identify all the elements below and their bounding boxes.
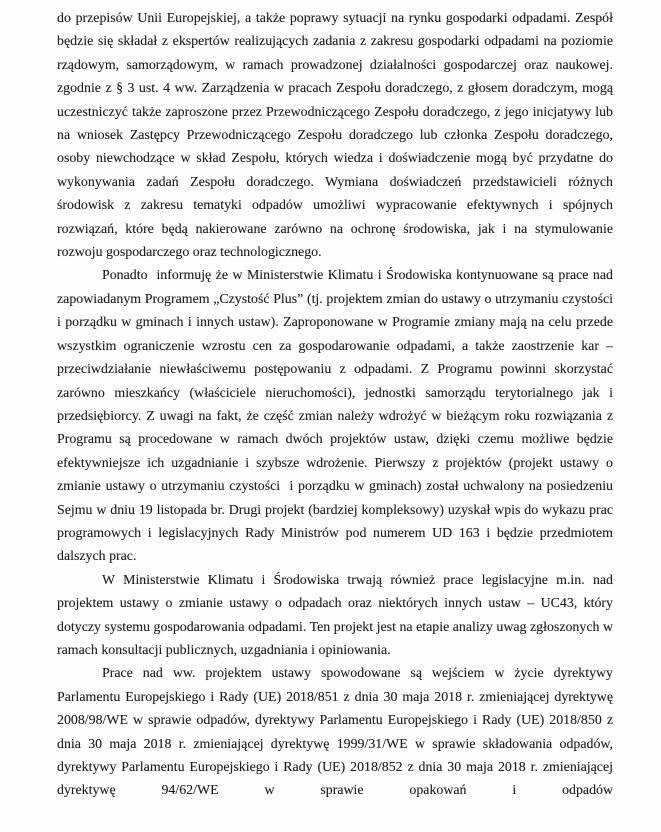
- paragraph: Ponadto informuję że w Ministerstwie Klimatu i Środowiska kontynuowane są prace nad zapowiadanym Programem „Czystość Plus” (tj. projektem zmian do ustawy o utrzymaniu czystości i porządku w gminach i innych ustaw). Zaproponowane w Programie zmiany mają na celu przede wszystkim ograniczenie wzrostu cen za gospodarowanie odpadami, a także zaostrzenie kar – przeciwdziałanie niewłaściwemu postępowaniu z odpadami. Z Programu powinni skorzystać zarówno mieszkańcy (właściciele nieruchomości), jednostki samorządu terytorialnego jak i przedsiębiorcy. Z uwagi na fakt, że część zmian należy wdrożyć w bieżącym roku rozwiązania z Programu są procedowane w ramach dwóch projektów ustaw, dzięki czemu możliwe będzie efektywniejsze ich uzgadnianie i szybsze wdrożenie. Pierwszy z projektów (projekt ustawy o zmianie ustawy o utrzymaniu czystości i porządku w gminach) został uchwalony na posiedzeniu Sejmu w dniu 19 listopada br. Drugi projekt (bardziej kompleksowy) uzyskał wpis do wykazu prac programowych i legislacyjnych Rady Ministrów pod numerem UD 163 i będzie przedmiotem dalszych prac.: [57, 268, 620, 565]
- paragraph: Prace nad ww. projektem ustawy spowodowane są wejściem w życie dyrektywy Parlamentu Europejskiego i Rady (UE) 2018/851 z dnia 30 maja 2018 r. zmieniającej dyrektywę 2008/98/WE w sprawie odpadów, dyrektywy Parlamentu Europejskiego i Rady (UE) 2018/850 z dnia 30 maja 2018 r. zmieniającej dyrektywę 1999/31/WE w sprawie składowania odpadów, dyrektywy Parlamentu Europejskiego i Rady (UE) 2018/852 z dnia 30 maja 2018 r. zmieniającej dyrektywę 94/62/WE w sprawie opakowań i odpadów: [57, 666, 617, 799]
- document-text-block: [57, 7, 620, 803]
- paragraph: W Ministerstwie Klimatu i Środowiska trwają również prace legislacyjne m.in. nad projektem ustawy o zmianie ustawy o odpadach oraz niektórych innych ustaw – UC43, który dotyczy systemu gospodarowania odpadami. Ten projekt jest na etapie analizy uwag zgłoszonych w ramach konsultacji publicznych, uzgadniania i opiniowania.: [57, 572, 617, 658]
- paragraph: do przepisów Unii Europejskiej, a także poprawy sytuacji na rynku gospodarki odpadami. Zespół będzie się składał z ekspertów realizujących zadania z zakresu gospodarki odpadami na poziomie rządowym, samorządowym, w ramach prowadzonej działalności gospodarczej oraz naukowej. zgodnie z § 3 ust. 4 ww. Zarządzenia w pracach Zespołu doradczego, z głosem doradczym, mogą uczestniczyć także zaproszone przez Przewodniczącego Zespołu doradczego, z jego inicjatywy lub na wniosek Zastępcy Przewodniczącego Zespołu doradczego lub członka Zespołu doradczego, osoby niewchodzące w skład Zespołu, których wiedza i doświadczenie mogą być przydatne do wykonywania zadań Zespołu doradczego. Wymiana doświadczeń przedstawicieli różnych środowisk z zakresu tematyki odpadów umożliwi wypracowanie efektywnych i spójnych rozwiązań, które będą nakierowane zarówno na ochronę środowiska, jak i na stymulowanie rozwoju gospodarczego oraz technologicznego.: [57, 11, 617, 261]
